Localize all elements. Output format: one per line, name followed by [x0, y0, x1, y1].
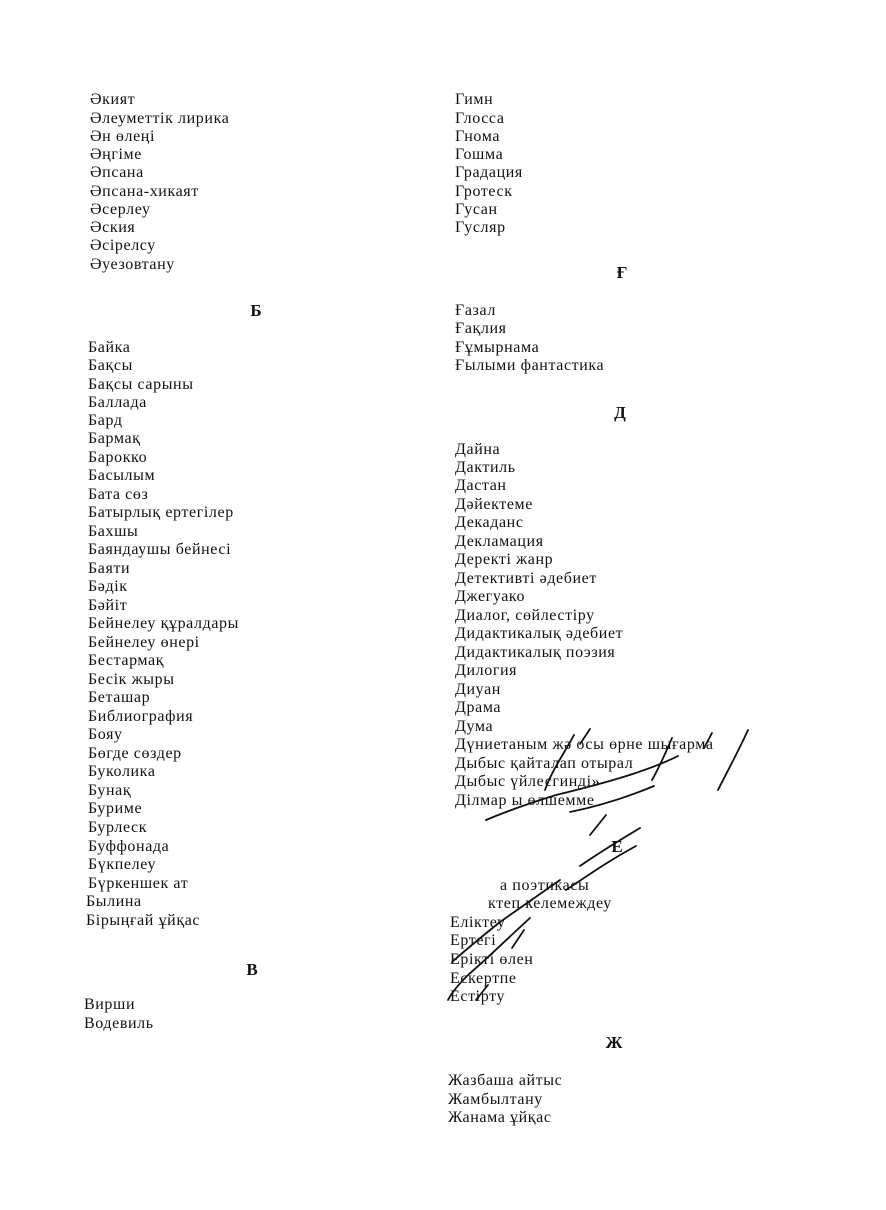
index-entry: а поэтикасы — [500, 877, 590, 894]
index-entry: Әпсана — [90, 164, 144, 181]
index-entry: Диуан — [455, 681, 501, 698]
index-entry: Әлеуметтік лирика — [90, 110, 230, 127]
index-entry: Былина — [86, 893, 142, 910]
index-entry: Дидактикалық әдебиет — [455, 625, 624, 642]
index-entry: Басылым — [88, 467, 156, 484]
index-entry: Бүкпелеу — [88, 856, 157, 873]
index-entry: Бунақ — [88, 782, 132, 799]
index-entry: Бәйіт — [88, 597, 128, 614]
index-entry: Водевиль — [84, 1015, 154, 1032]
index-entry: Ғұмырнама — [455, 339, 540, 356]
index-entry: Библиография — [88, 708, 194, 725]
index-entry: Бахшы — [88, 523, 139, 540]
index-entry: Бесік жыры — [88, 671, 175, 688]
section-letter: Е — [611, 837, 623, 856]
index-entry: ктеп келемеждеу — [488, 895, 612, 912]
index-entry: Гошма — [455, 146, 504, 163]
index-entry: Гнома — [455, 128, 501, 145]
index-entry: Буффонада — [88, 838, 170, 855]
index-entry: Әския — [90, 219, 136, 236]
index-entry: Әсерлеу — [90, 201, 151, 218]
index-entry: Бөгде сөздер — [88, 745, 182, 762]
index-entry: Еліктеу — [450, 914, 506, 931]
index-entry: Ескертпе — [450, 970, 517, 987]
index-entry: Гусан — [455, 201, 498, 218]
index-entry: Бестармақ — [88, 652, 165, 669]
index-entry: Дактиль — [455, 459, 516, 476]
index-entry: Гусляр — [455, 219, 506, 236]
index-entry: Байка — [88, 339, 131, 356]
index-entry: Ғазал — [455, 302, 496, 319]
index-entry: Буколика — [88, 763, 156, 780]
index-entry: Бүркеншек ат — [88, 875, 189, 892]
index-entry: Баяндаушы бейнесі — [88, 541, 232, 558]
index-entry: Декламация — [455, 533, 544, 550]
index-entry: Дума — [455, 718, 494, 735]
index-entry: Бейнелеу өнері — [88, 634, 200, 651]
index-entry: Бояу — [88, 726, 123, 743]
index-entry: Ерікті өлен — [450, 951, 534, 968]
index-entry: Дидактикалық поэзия — [455, 644, 616, 661]
index-entry: Бармақ — [88, 430, 141, 447]
section-letter: В — [246, 960, 258, 979]
index-entry: Әкият — [90, 91, 136, 108]
index-entry: Бата сөз — [88, 486, 149, 503]
index-entry: Ғылыми фантастика — [455, 357, 605, 374]
index-entry: Дыбыс үйлесгинді» — [455, 773, 601, 790]
index-entry: Ән өлеңі — [90, 128, 156, 145]
index-entry: Бейнелеу құралдары — [88, 615, 239, 632]
index-entry: Градация — [455, 164, 523, 181]
index-entry: Драма — [455, 699, 502, 716]
index-entry: Жазбаша айтыс — [448, 1072, 563, 1089]
index-entry: Ғақлия — [455, 320, 507, 337]
index-entry: Жанама ұйқас — [448, 1109, 552, 1126]
index-entry: Деректі жанр — [455, 551, 554, 568]
index-entry: Әуезовтану — [90, 256, 175, 273]
index-entry: Гротеск — [455, 183, 513, 200]
index-entry: Баллада — [88, 394, 147, 411]
index-entry: Дастан — [455, 477, 507, 494]
index-entry: Беташар — [88, 689, 151, 706]
index-entry: Бард — [88, 412, 123, 429]
index-entry: Джегуако — [455, 588, 526, 605]
index-entry: Дилогия — [455, 662, 518, 679]
section-letter: Д — [614, 403, 626, 422]
index-entry: Әпсана-хикаят — [90, 183, 199, 200]
index-entry: Детективті әдебиет — [455, 570, 597, 587]
index-entry: Бақсы — [88, 357, 133, 374]
section-letter: Ж — [605, 1033, 623, 1052]
index-entry: Бәдік — [88, 578, 128, 595]
index-entry: Бурлеск — [88, 819, 148, 836]
section-letter: Б — [250, 301, 262, 320]
index-entry: Әсірелсу — [90, 237, 156, 254]
section-letter: Ғ — [616, 263, 628, 282]
index-entry: Ертегі — [450, 932, 497, 949]
index-entry: Декаданс — [455, 514, 524, 531]
index-entry: Жамбылтану — [448, 1091, 543, 1108]
index-entry: Әңгіме — [90, 146, 142, 163]
index-entry: Буриме — [88, 800, 143, 817]
index-entry: Диалог, сөйлестіру — [455, 607, 595, 624]
index-entry: Дүниетаным жә осы өрне шығарма — [455, 736, 714, 753]
index-entry: Дыбыс қайталап отырал — [455, 755, 634, 772]
index-entry: Бақсы сарыны — [88, 376, 194, 393]
index-entry: Дайна — [455, 441, 501, 458]
index-entry: Батырлық ертегілер — [88, 504, 234, 521]
index-entry: Дәйектеме — [455, 496, 533, 513]
index-entry: Гимн — [455, 91, 494, 108]
index-entry: Баяти — [88, 560, 131, 577]
index-entry: Естірту — [450, 988, 506, 1005]
index-entry: Глосса — [455, 110, 505, 127]
index-entry: Барокко — [88, 449, 148, 466]
index-entry: Вирши — [84, 996, 136, 1013]
index-entry: Бірыңғай ұйқас — [86, 912, 201, 929]
index-entry: Ділмар ы өлшемме — [455, 792, 595, 809]
